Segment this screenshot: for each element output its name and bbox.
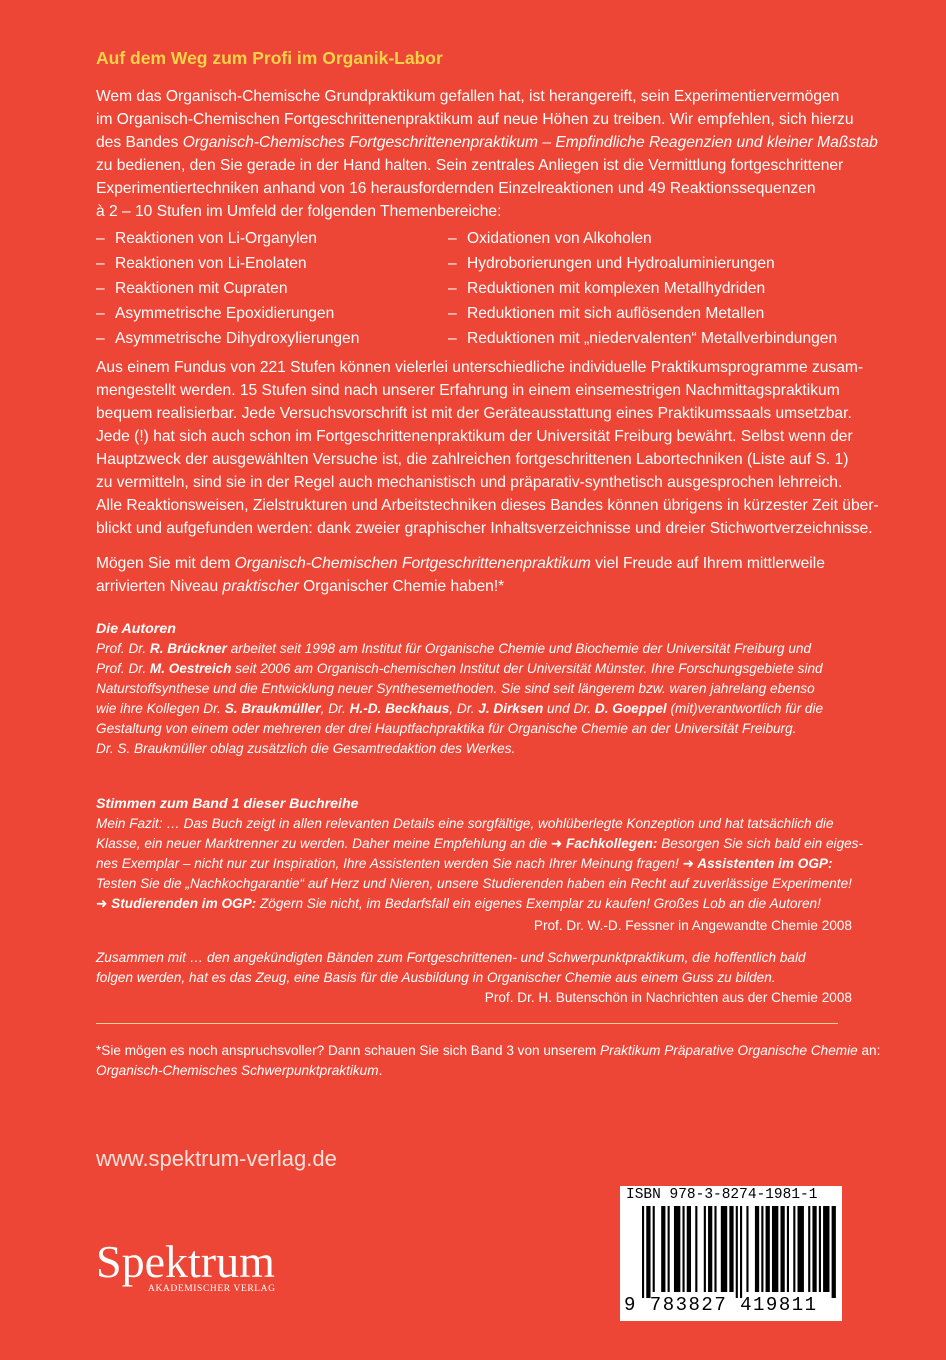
wish-line <box>96 552 856 575</box>
authors-line <box>96 679 856 699</box>
barcode-bar <box>708 1206 712 1292</box>
fundus-text-run: blickt und aufgefunden werden: dank zweier graphischer Inhaltsverzeichnisse und dreier Stichwortverzeichnisse. <box>96 520 873 537</box>
authors-section <box>96 619 856 759</box>
topic-list-item <box>448 301 837 326</box>
footnote-text-run: Organisch-Chemisches Schwerpunktpraktikum <box>96 1063 379 1078</box>
topics-list-right <box>448 226 837 351</box>
review1-line <box>96 874 854 894</box>
review1-line <box>96 814 854 834</box>
list-dash: – <box>448 255 457 272</box>
footnote <box>96 1041 881 1081</box>
wish-text-run: praktischer <box>222 578 299 595</box>
cover-heading: Auf dem Weg zum Profi im Organik-Labor <box>96 48 443 68</box>
review2-line <box>96 948 852 968</box>
authors-text-run: wie ihre Kollegen Dr. <box>96 701 225 716</box>
topic-label: Hydroborierungen und Hydroaluminierungen <box>467 255 775 272</box>
authors-text-run: D. Goeppel <box>594 701 667 716</box>
footnote-text-run: Praktikum Präparative Organische Chemie <box>600 1043 858 1058</box>
authors-line <box>96 639 856 659</box>
topic-label: Reaktionen von Li-Enolaten <box>115 255 307 272</box>
barcode-bar <box>808 1206 810 1292</box>
topic-label: Reaktionen mit Cupraten <box>115 280 288 297</box>
authors-text-run: S. Braukmüller <box>224 701 321 716</box>
publisher-logo-subtitle: AKADEMISCHER VERLAG <box>148 1284 276 1294</box>
intro-line <box>96 108 856 131</box>
fundus-line <box>96 425 856 448</box>
authors-line <box>96 699 856 719</box>
barcode-bar <box>704 1206 706 1292</box>
fundus-line <box>96 471 856 494</box>
barcode-bar <box>766 1206 770 1292</box>
review1-text-run: Besorgen Sie sich bald ein eiges- <box>657 836 864 851</box>
review1-line <box>96 854 854 874</box>
authors-text-run: Naturstoffsynthese und die Entwicklung neuer Synthesemethoden. Sie sind seit längerem bzw. waren jahrelang ebenso <box>96 681 815 696</box>
authors-text-run: M. Oestreich <box>149 661 232 676</box>
fundus-text-run: Aus einem Fundus von 221 Stufen können vielerlei unterschiedliche individuelle Praktikumsprogramme zusam- <box>96 359 864 376</box>
review2-text-run: Zusammen mit … den angekündigten Bänden zum Fortgeschrittenen- und Schwerpunktpraktikum, die hoffentlich bald <box>96 950 806 965</box>
barcode-bar <box>646 1206 650 1298</box>
topic-list-item <box>448 326 837 351</box>
topic-label: Reduktionen mit „niedervalenten“ Metallverbindungen <box>467 330 838 347</box>
fundus-line <box>96 356 864 379</box>
reviews-section <box>96 794 864 914</box>
topic-list-item <box>96 251 359 276</box>
fundus-text-run: mengestellt werden. 15 Stufen sind nach unserer Erfahrung in einem einsemestrigen Nachmittagspraktikum <box>96 382 840 399</box>
barcode-bar <box>740 1206 742 1298</box>
barcode-bar <box>772 1206 778 1292</box>
barcode-bar <box>695 1206 697 1292</box>
publisher-logo-wordmark: Spektrum <box>96 1236 275 1287</box>
barcode-bar <box>674 1206 680 1292</box>
review-2-section <box>96 948 852 988</box>
footnote-line <box>96 1041 881 1061</box>
barcode-bar <box>798 1206 804 1292</box>
barcode-bar <box>746 1206 748 1292</box>
publisher-logo <box>96 1236 276 1294</box>
authors-line <box>96 739 856 759</box>
wish-line <box>96 575 856 598</box>
closing-paragraph <box>96 552 856 598</box>
topic-label: Asymmetrische Dihydroxylierungen <box>115 330 360 347</box>
list-dash: – <box>96 280 105 297</box>
fundus-text-run: bequem realisierbar. Jede Versuchsvorschrift ist mit der Geräteausstattung eines Praktikumssaals umsetzbar. <box>96 405 852 422</box>
barcode-bar <box>755 1206 759 1292</box>
isbn-label: ISBN 978-3-8274-1981-1 <box>626 1187 818 1203</box>
intro-text-run: zu bedienen, den Sie gerade in der Hand halten. Sein zentrales Anliegen ist die Vermittlung fortgeschrittener <box>96 157 844 174</box>
fundus-paragraph <box>96 356 879 540</box>
review1-line <box>96 894 854 914</box>
barcode-bar <box>761 1206 763 1292</box>
review1-text-run: Klasse, ein neuer Marktrenner zu werden. Daher meine Empfehlung an die <box>96 836 551 851</box>
intro-paragraph <box>96 85 878 223</box>
fundus-text-run: Jede (!) hat sich auch schon im Fortgeschrittenenpraktikum der Universität Freiburg bewährt. Selbst wenn der <box>96 428 853 445</box>
authors-line <box>96 719 856 739</box>
barcode-bar <box>812 1206 816 1292</box>
topic-list-item <box>448 276 837 301</box>
list-dash: – <box>96 330 105 347</box>
ean-number: 9 783827 419811 <box>624 1294 818 1316</box>
authors-text-run: Dr. S. Braukmüller oblag zusätzlich die Gesamtredaktion des Werkes. <box>96 741 516 756</box>
topic-list-item <box>96 226 359 251</box>
authors-text-run: , Dr. <box>449 701 479 716</box>
wish-text-run: Organisch-Chemischen Fortgeschrittenenpraktikum <box>234 555 591 572</box>
review1-text-run: nes Exemplar – nicht nur zur Inspiration, Ihre Assistenten werden Sie nach Ihrer Meinung fragen! <box>96 856 683 871</box>
authors-text-run: und Dr. <box>543 701 595 716</box>
wish-text-run: viel Freude auf Ihrem mittlerweile <box>590 555 825 572</box>
intro-text-run: Experimentiertechniken anhand von 16 herausfordernden Einzelreaktionen und 49 Reaktionssequenzen <box>96 180 816 197</box>
intro-line <box>96 85 856 108</box>
review1-text-run: ➜ Fachkollegen: <box>550 836 658 851</box>
barcode-bar <box>819 1206 821 1292</box>
divider-line <box>96 1023 838 1024</box>
review-1-source: Prof. Dr. W.-D. Fessner in Angewandte Chemie 2008 <box>533 918 852 933</box>
review2-line <box>96 968 852 988</box>
list-dash: – <box>448 305 457 322</box>
barcode-bar <box>687 1206 691 1292</box>
authors-text-run: R. Brückner <box>149 641 227 656</box>
authors-text-run: , Dr. <box>320 701 350 716</box>
topic-list-item <box>96 326 359 351</box>
authors-title: Die Autoren <box>96 621 176 637</box>
footnote-text-run: . <box>378 1063 383 1078</box>
barcode-bar <box>736 1206 738 1298</box>
barcode-bar <box>642 1206 644 1298</box>
topic-label: Asymmetrische Epoxidierungen <box>115 305 335 322</box>
topic-list-item <box>96 276 359 301</box>
barcode-bar <box>714 1206 716 1292</box>
review-1-text <box>96 814 864 914</box>
wish-text-run: Mögen Sie mit dem <box>96 555 235 572</box>
review-2-source: Prof. Dr. H. Butenschön in Nachrichten aus der Chemie 2008 <box>484 990 852 1005</box>
authors-line <box>96 659 856 679</box>
list-dash: – <box>448 280 457 297</box>
footnote-text-run: an: <box>857 1043 881 1058</box>
intro-text-run: im Organisch-Chemischen Fortgeschrittenenpraktikum auf neue Höhen zu treiben. Wir empfehlen, sich hierzu <box>96 111 854 128</box>
intro-text-run: à 2 – 10 Stufen im Umfeld der folgenden Themenbereiche: <box>96 203 502 220</box>
intro-text-run: Wem das Organisch-Chemische Grundpraktikum gefallen hat, ist herangereift, sein Experimentiervermögen <box>96 88 840 105</box>
review1-text-run: Testen Sie die „Nachkochgarantie“ auf Herz und Nieren, unsere Studierenden haben ein Recht auf zuverlässige Experimente! <box>96 876 852 891</box>
barcode-bar <box>780 1206 784 1292</box>
topic-list-item <box>96 301 359 326</box>
intro-line <box>96 154 856 177</box>
list-dash: – <box>96 230 105 247</box>
fundus-line <box>96 379 856 402</box>
review1-text-run: Zögern Sie nicht, im Bedarfsfall ein eigenes Exemplar zu kaufen! Großes Lob an die Autoren! <box>256 896 821 911</box>
intro-line <box>96 131 878 154</box>
review2-text-run: folgen werden, hat es das Zeug, eine Basis für die Ausbildung in Organischer Chemie aus einem Guss zu bilden. <box>96 970 776 985</box>
footnote-line <box>96 1061 856 1081</box>
reviews-title: Stimmen zum Band 1 dieser Buchreihe <box>96 796 359 812</box>
fundus-text-run: zu vermitteln, sind sie in der Regel auch mechanistisch und präparativ-synthetisch ausgesprochen lehrreich. <box>96 474 843 491</box>
wish-text-run: arrivierten Niveau <box>96 578 223 595</box>
authors-text-run: H.-D. Beckhaus <box>349 701 450 716</box>
review1-text-run: ➜ Studierenden im OGP: <box>96 896 257 911</box>
barcode-bar <box>668 1206 670 1292</box>
topics-list-left <box>96 226 359 351</box>
review-2-source-wrap <box>96 988 852 1008</box>
intro-line <box>96 177 856 200</box>
fundus-line <box>96 402 856 425</box>
list-dash: – <box>96 305 105 322</box>
authors-text <box>96 639 856 759</box>
topic-label: Reduktionen mit sich auflösenden Metallen <box>467 305 765 322</box>
barcode-bar <box>823 1206 829 1292</box>
fundus-text-run: Alle Reaktionsweisen, Zielstrukturen und Arbeitstechniken dieses Bandes können übrigens in kürzester Zeit über- <box>96 497 879 514</box>
fundus-line <box>96 448 856 471</box>
list-dash: – <box>96 255 105 272</box>
review1-text-run: ➜ Assistenten im OGP: <box>682 856 833 871</box>
barcode-bar <box>729 1206 733 1292</box>
barcode <box>642 1206 838 1298</box>
authors-text-run: arbeitet seit 1998 am Institut für Organische Chemie und Biochemie der Universität Freiburg und <box>226 641 812 656</box>
publisher-url[interactable]: www.spektrum-verlag.de <box>96 1146 337 1171</box>
topic-label: Reaktionen von Li-Organylen <box>115 230 317 247</box>
list-dash: – <box>448 330 457 347</box>
topic-label: Reduktionen mit komplexen Metallhydriden <box>467 280 766 297</box>
review1-line <box>96 834 864 854</box>
intro-text-run: Organisch-Chemisches Fortgeschrittenenpraktikum – Empfindliche Reagenzien und kleiner Maßstab <box>182 134 878 151</box>
intro-text-run: des Bandes <box>96 134 183 151</box>
barcode-bar <box>661 1206 665 1292</box>
barcode-bar <box>787 1206 789 1292</box>
intro-line <box>96 200 856 223</box>
fundus-line <box>96 517 873 540</box>
authors-text-run: seit 2006 am Organisch-chemischen Institut der Universität Münster. Ihre Forschungsgebiete sind <box>231 661 823 676</box>
list-dash: – <box>448 230 457 247</box>
footnote-text-run: *Sie mögen es noch anspruchsvoller? Dann schauen Sie sich Band 3 von unserem <box>96 1043 601 1058</box>
barcode-bar <box>832 1206 836 1298</box>
authors-text-run: Prof. Dr. <box>96 641 150 656</box>
review1-text-run: Mein Fazit: … Das Buch zeigt in allen relevanten Details eine sorgfältige, wohlüberlegte Konzeption und hat tatsächlich die <box>96 816 834 831</box>
barcode-bar <box>653 1206 655 1292</box>
barcode-bar <box>721 1206 727 1292</box>
fundus-text-run: Hauptzweck der ausgewählten Versuche ist, die zahlreichen fortgeschrittenen Labortechniken (Liste auf S. 1) <box>96 451 849 468</box>
authors-text-run: Prof. Dr. <box>96 661 150 676</box>
authors-text-run: (mit)verantwortlich für die <box>666 701 824 716</box>
fundus-line <box>96 494 879 517</box>
review-1-source-wrap <box>96 916 852 936</box>
isbn-barcode-box <box>620 1186 842 1321</box>
authors-text-run: J. Dirksen <box>478 701 544 716</box>
topic-list-item <box>448 226 837 251</box>
review-2-text <box>96 948 852 988</box>
barcode-bar <box>793 1206 795 1292</box>
topic-label: Oxidationen von Alkoholen <box>467 230 652 247</box>
topic-list-item <box>448 251 837 276</box>
authors-text-run: Gestaltung von einem oder mehreren der drei Hauptfachpraktika für Organische Chemie an der Universität Freiburg. <box>96 721 797 736</box>
wish-text-run: Organischer Chemie haben!* <box>298 578 505 595</box>
barcode-bar <box>682 1206 684 1292</box>
